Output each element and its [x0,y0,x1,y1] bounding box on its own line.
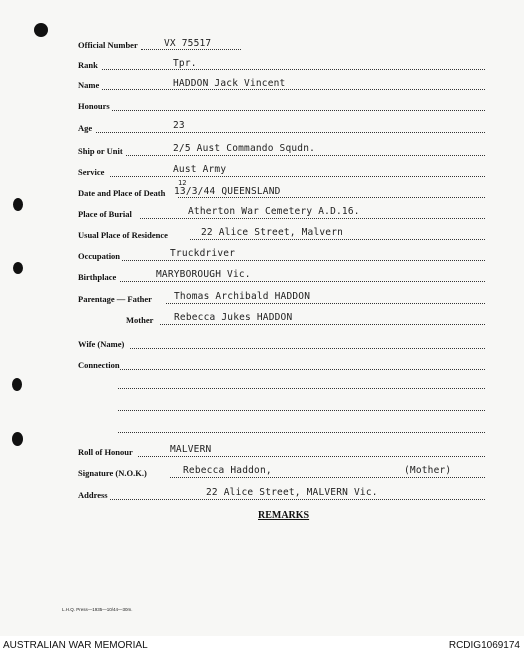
archive-footer-bar [0,636,524,654]
age-value: 23 [173,120,185,131]
ship-or-unit-value: 2/5 Aust Commando Squdn. [173,143,316,154]
service-row [0,164,524,180]
rank-label: Rank [78,60,98,70]
connection-line-4 [118,432,485,433]
rank-row [0,58,524,74]
death-label: Date and Place of Death [78,188,166,198]
official-number-value: VX 75517 [164,38,212,49]
connection-line-3 [118,410,485,411]
occupation-line [122,260,485,261]
birthplace-value: MARYBOROUGH Vic. [156,269,251,280]
roll-of-honour-line [138,456,485,457]
age-row [0,120,524,136]
wife-line [130,348,485,349]
address-line [110,499,485,500]
connection-line [120,369,485,370]
mother-row [0,312,524,328]
birthplace-row [0,269,524,285]
binder-hole-top [34,23,48,37]
ship-or-unit-label: Ship or Unit [78,146,123,156]
connection-label: Connection [78,360,120,370]
connection-line-2 [118,388,485,389]
death-line [178,197,485,198]
burial-value: Atherton War Cemetery A.D.16. [188,206,360,217]
archive-name: AUSTRALIAN WAR MEMORIAL [3,640,148,651]
father-value: Thomas Archibald HADDON [174,291,311,302]
wife-label: Wife (Name) [78,339,125,349]
signature-value: Rebecca Haddon, [183,465,272,476]
age-label: Age [78,123,93,133]
burial-row [0,206,524,222]
mother-line [160,324,485,325]
ship-or-unit-line [126,155,485,156]
occupation-label: Occupation [78,251,121,261]
name-line [102,89,485,90]
name-label: Name [78,80,100,90]
honours-row [0,99,524,115]
father-line [166,303,485,304]
binder-hole-lower [12,378,22,391]
official-number-label: Official Number [78,40,138,50]
mother-label: Mother [126,315,154,325]
residence-line [190,239,485,240]
death-value: 13/3/44 QUEENSLAND [174,186,281,197]
residence-row [0,227,524,243]
honours-line [112,110,485,111]
signature-relation: (Mother) [404,465,452,476]
father-row [0,291,524,307]
mother-value: Rebecca Jukes HADDON [174,312,293,323]
address-label: Address [78,490,108,500]
service-line [110,176,485,177]
printer-note: L.H.Q. Press—1935—10/44—30m. [62,607,133,612]
roll-of-honour-row [0,444,524,460]
roll-of-honour-value: MALVERN [170,444,212,455]
service-value: Aust Army [173,164,227,175]
age-line [96,132,485,133]
death-date-correction: 12 [178,179,187,187]
name-row [0,78,524,94]
service-label: Service [78,167,105,177]
residence-label: Usual Place of Residence [78,230,168,240]
address-value: 22 Alice Street, MALVERN Vic. [206,487,378,498]
occupation-value: Truckdriver [170,248,236,259]
honours-label: Honours [78,101,110,111]
signature-line [170,477,485,478]
burial-label: Place of Burial [78,209,132,219]
burial-line [140,218,485,219]
death-row [0,179,524,201]
remarks-heading: REMARKS [258,510,310,521]
signature-label: Signature (N.O.K.) [78,468,147,478]
name-value: HADDON Jack Vincent [173,78,286,89]
father-label: Parentage — Father [78,294,152,304]
occupation-row [0,248,524,264]
birthplace-line [120,281,485,282]
wife-row [0,336,524,352]
official-number-line [141,49,241,50]
ship-or-unit-row [0,143,524,159]
roll-of-honour-label: Roll of Honour [78,447,133,457]
birthplace-label: Birthplace [78,272,117,282]
residence-value: 22 Alice Street, Malvern [201,227,344,238]
official-number-row [0,38,524,54]
record-id: RCDIG1069174 [448,640,520,651]
connection-row [0,357,524,373]
signature-row [0,465,524,481]
address-row [0,487,524,503]
rank-value: Tpr. [173,58,197,69]
rank-line [102,69,485,70]
